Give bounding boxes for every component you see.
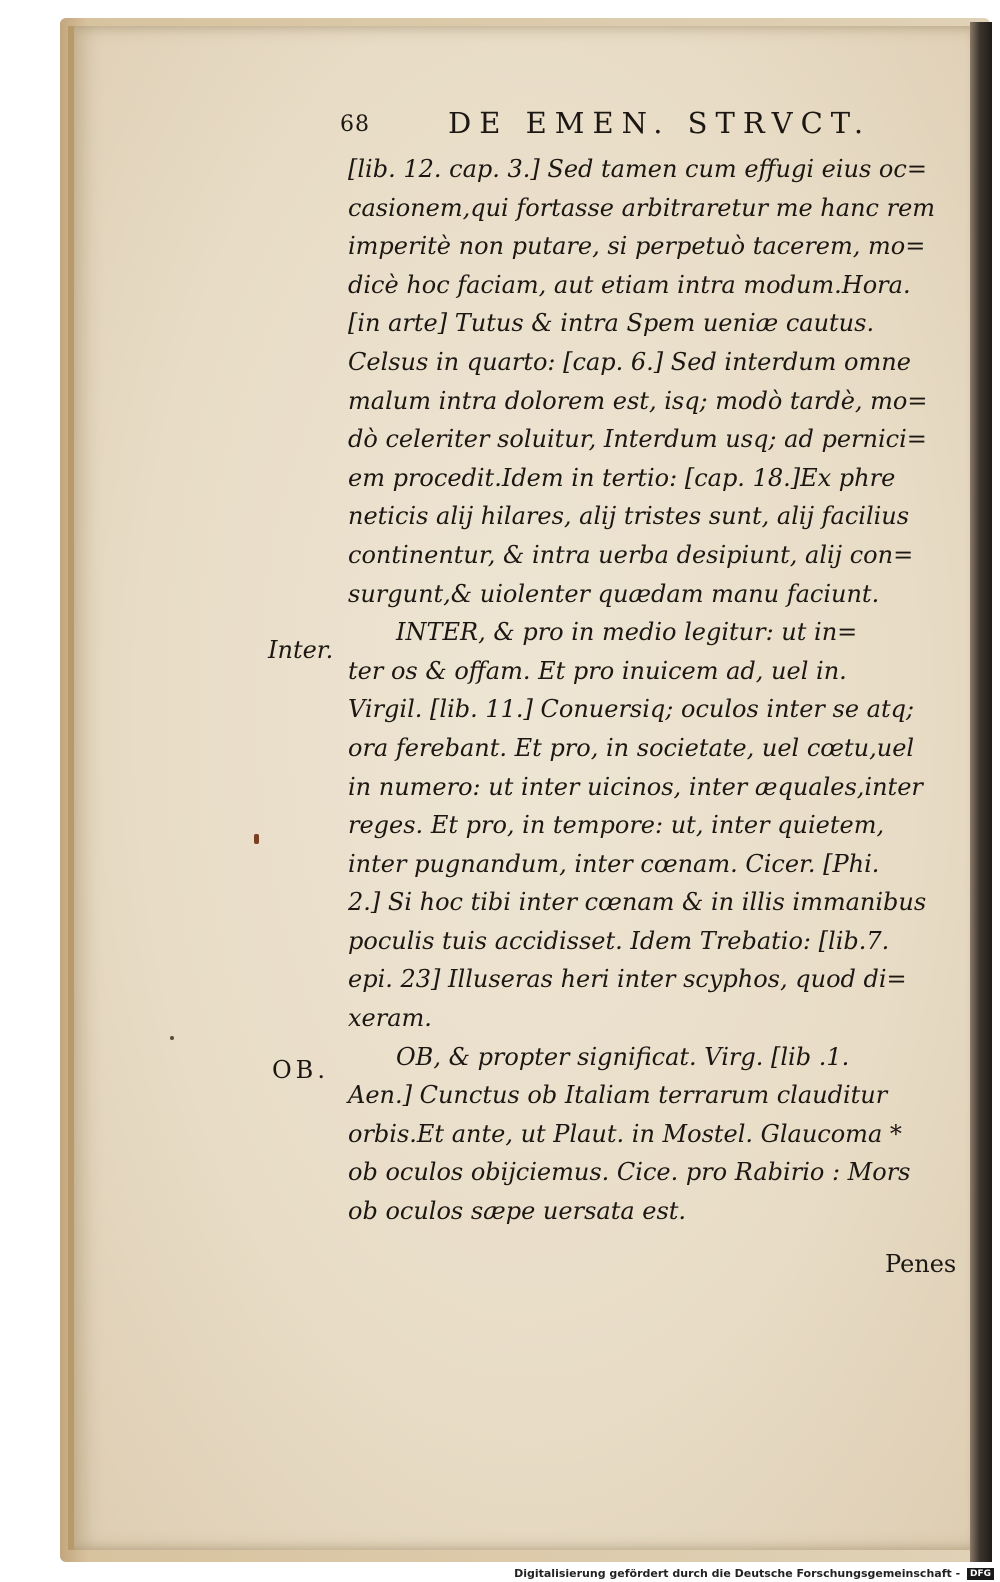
text-line: in numero: ut inter uicinos, inter æquales,inter — [348, 772, 923, 801]
text-line: continentur, & intra uerba desipiunt, alij con= — [348, 540, 914, 569]
text-line: ob oculos sæpe uersata est. — [348, 1197, 687, 1226]
text-line: neticis alij hilares, alij tristes sunt, alij facilius — [348, 502, 910, 531]
page-header — [340, 106, 870, 146]
text-line-entry-ob: OB, & propter significat. Virg. [lib .1. — [396, 1042, 850, 1071]
text-line: epi. 23] Illuseras heri inter scyphos, quod di= — [348, 965, 907, 994]
text-line: dicè hoc faciam, aut etiam intra modum.Hora. — [348, 270, 911, 299]
text-line: reges. Et pro, in tempore: ut, inter quietem, — [348, 811, 885, 840]
body-text — [348, 150, 968, 1231]
text-line: em procedit.Idem in tertio: [cap. 18.]Ex phre — [348, 463, 896, 492]
text-line: surgunt,& uiolenter quædam manu faciunt. — [348, 579, 880, 608]
text-line: ora ferebant. Et pro, in societate, uel cœtu,uel — [348, 733, 915, 762]
text-line: [in arte] Tutus & intra Spem ueniæ cautus. — [348, 309, 875, 338]
text-line: dò celeriter soluitur, Interdum usq; ad pernici= — [348, 425, 927, 454]
margin-note-inter: Inter. — [268, 636, 334, 664]
text-line: 2.] Si hoc tibi inter cœnam & in illis immanibus — [348, 888, 927, 917]
text-line: poculis tuis accidisset. Idem Trebatio: [lib.7. — [348, 926, 890, 955]
running-head: DE EMEN. STRVCT. — [448, 106, 872, 140]
text-line: ter os & offam. Et pro inuicem ad, uel in. — [348, 656, 847, 685]
text-line: ob oculos obijciemus. Cice. pro Rabirio : Mors — [348, 1158, 911, 1187]
margin-ink-mark — [254, 834, 259, 844]
dfg-logo-icon: DFG — [967, 1568, 994, 1580]
text-line: orbis.Et ante, ut Plaut. in Mostel. Glaucoma * — [348, 1119, 902, 1148]
text-line: casionem,qui fortasse arbitraretur me hanc rem — [348, 193, 936, 222]
margin-note-ob: OB. — [272, 1056, 329, 1084]
page-number: 68 — [340, 112, 370, 137]
credit-text: Digitalisierung gefördert durch die Deutsche Forschungsgemeinschaft - — [514, 1567, 961, 1580]
page-gutter-shadow — [970, 22, 992, 1562]
text-line: imperitè non putare, si perpetuò tacerem, mo= — [348, 232, 926, 261]
digitization-credit — [514, 1567, 994, 1580]
margin-ink-dot — [170, 1036, 174, 1040]
text-line: malum intra dolorem est, isq; modò tardè, mo= — [348, 386, 928, 415]
catchword: Penes — [885, 1250, 957, 1278]
text-line: inter pugnandum, inter cœnam. Cicer. [Phi. — [348, 849, 880, 878]
text-line: Aen.] Cunctus ob Italiam terrarum clauditur — [348, 1081, 888, 1110]
text-line: [lib. 12. cap. 3.] Sed tamen cum effugi eius oc= — [348, 155, 927, 183]
text-line: Virgil. [lib. 11.] Conuersiq; oculos inter se atq; — [348, 695, 915, 724]
text-line-entry-inter: INTER, & pro in medio legitur: ut in= — [396, 618, 858, 647]
text-line: Celsus in quarto: [cap. 6.] Sed interdum omne — [348, 347, 911, 376]
text-line: xeram. — [348, 1004, 432, 1033]
